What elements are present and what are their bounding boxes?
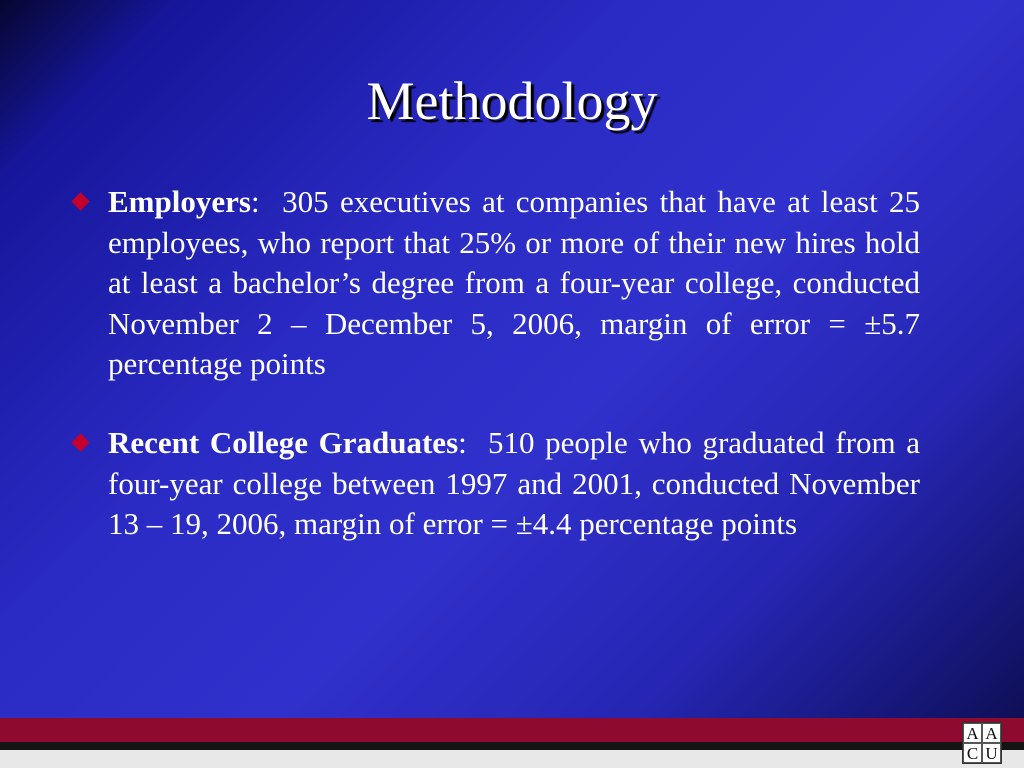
bullet-recent-college-graduates [72,423,928,545]
bullet-text: 510 people who graduated from a four-year college between 1997 and 2001, conducted November 13 – 19, 2006, margin of error = ±4.4 percentage points [108,424,928,542]
logo-letter: A [963,723,982,743]
logo-letter: A [982,723,1001,743]
slide-title: Methodology [366,71,658,131]
diamond-bullet-icon [71,192,89,210]
bullet-separator: : [458,424,467,460]
bullet-list [72,182,928,583]
logo-letter: C [963,743,982,763]
bullet-term: Employers [108,184,251,219]
aacu-logo [962,722,1002,764]
footer-strip [0,750,1024,768]
bullet-employers [72,182,928,385]
logo-letter: U [982,743,1001,763]
bullet-separator: : [250,184,260,219]
diamond-bullet-icon [71,433,89,451]
footer-band [0,718,1024,742]
bullet-text: 305 executives at companies that have at least 25 employees, who report that 25% or more of their new hires hold at least a bachelor’s degree from a four-year college, conducted November 2 – December 5, 2006, margin of error = ±5.7 percentage points [108,184,928,382]
bullet-term: Recent College Graduates [108,424,459,460]
footer-divider [0,742,1024,750]
